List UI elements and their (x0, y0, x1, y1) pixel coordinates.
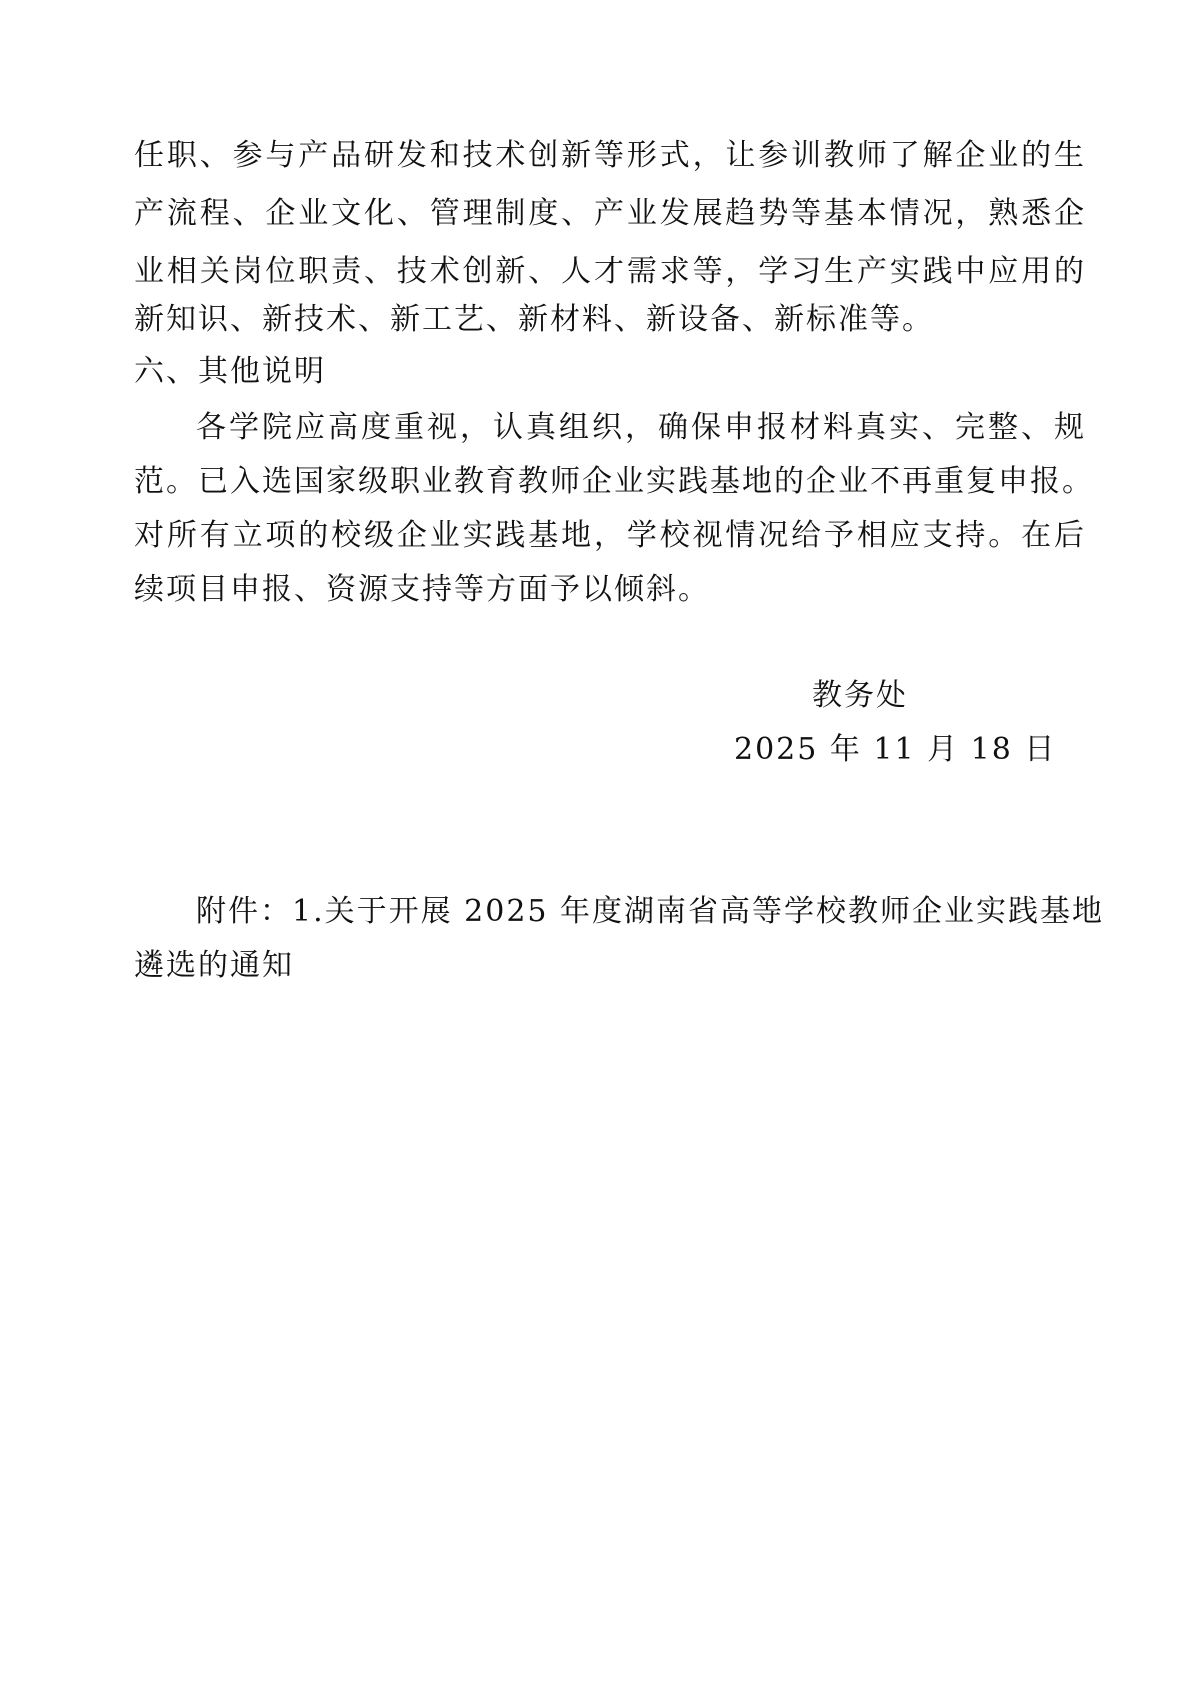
attachment-line-2: 遴选的通知 (134, 948, 294, 983)
section-line-3: 对所有立项的校级企业实践基地，学校视情况给予相应支持。在后 (134, 518, 1086, 553)
body-line-2: 产流程、企业文化、管理制度、产业发展趋势等基本情况，熟悉企 (134, 196, 1086, 231)
section-line-2: 范。已入选国家级职业教育教师企业实践基地的企业不再重复申报。 (134, 464, 1094, 499)
attachment-line-1: 附件：1.关于开展 2025 年度湖南省高等学校教师企业实践基地 (196, 894, 1105, 929)
signature-office: 教务处 (812, 678, 908, 713)
section-line-4: 续项目申报、资源支持等方面予以倾斜。 (134, 572, 710, 607)
body-line-1: 任职、参与产品研发和技术创新等形式，让参训教师了解企业的生 (134, 138, 1086, 173)
section-line-1: 各学院应高度重视，认真组织，确保申报材料真实、完整、规 (196, 410, 1086, 445)
signature-date: 2025 年 11 月 18 日 (734, 732, 1057, 767)
body-line-4: 新知识、新技术、新工艺、新材料、新设备、新标准等。 (134, 302, 934, 337)
section-heading: 六、其他说明 (134, 354, 326, 389)
body-line-3: 业相关岗位职责、技术创新、人才需求等，学习生产实践中应用的 (134, 254, 1086, 289)
